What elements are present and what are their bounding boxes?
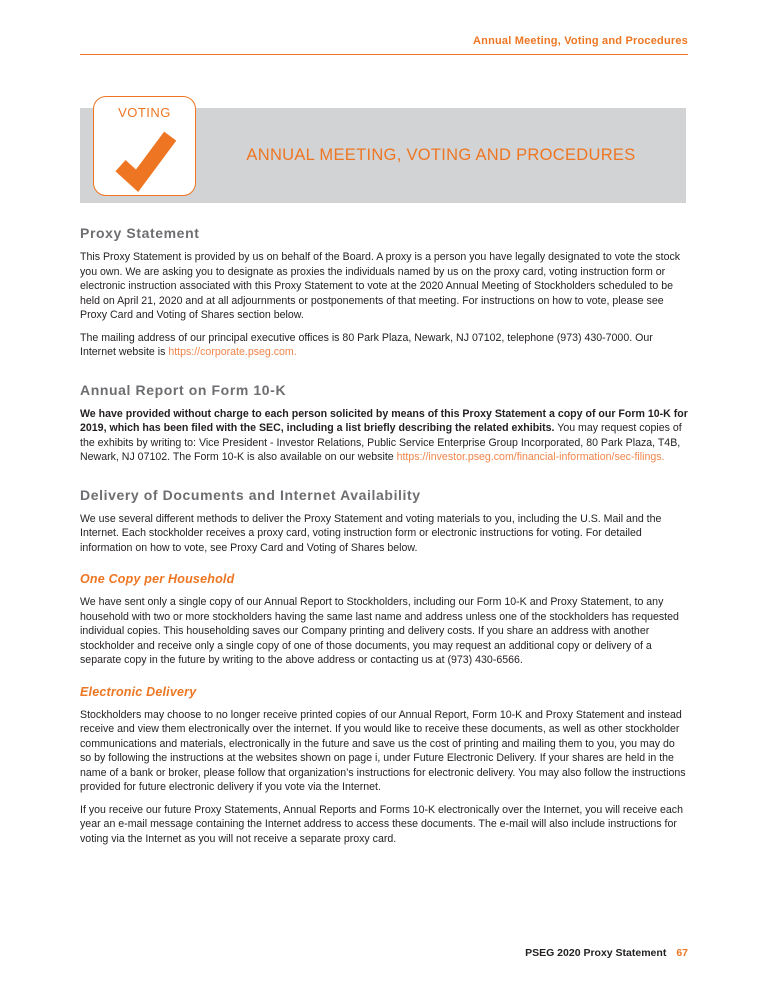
voting-badge-label: VOTING	[118, 105, 171, 120]
text-segment: The mailing address of our principal executive offices is 80 Park Plaza, Newark, NJ 07102, telephone (973) 430-7000. Our Internet website is	[80, 331, 653, 358]
hyperlink[interactable]: https://corporate.pseg.com.	[168, 346, 297, 358]
paragraph-annual-report-1	[80, 407, 688, 465]
paragraph-delivery-1: We use several different methods to deliver the Proxy Statement and voting materials to you, including the U.S. Mail and the Internet. Each stockholder receives a proxy card, voting instruction form or electronic instructions for voting. For detailed information on how to vote, see Proxy Card and Voting of Shares below.	[80, 512, 662, 554]
voting-badge	[93, 96, 196, 196]
page-content	[0, 31, 768, 846]
hyperlink[interactable]: https://investor.pseg.com/financial-information/sec-filings.	[396, 451, 665, 463]
banner-title: ANNUAL MEETING, VOTING AND PROCEDURES	[246, 146, 636, 164]
footer-label: PSEG 2020 Proxy Statement	[525, 947, 667, 959]
running-header-title: Annual Meeting, Voting and Procedures	[473, 35, 688, 47]
section-heading-annual-report: Annual Report on Form 10-K	[80, 381, 287, 398]
section-delivery	[80, 487, 688, 847]
checkmark-icon	[109, 122, 181, 197]
sub-heading-one-copy-per-household: One Copy per Household	[80, 572, 235, 586]
paragraph-electronic-delivery-2: If you receive our future Proxy Statements, Annual Reports and Forms 10-K electronically over the Internet, you will receive each year an e-mail message containing the Internet address to access these documents. The e-mail will also include instructions for voting via the Internet as you will not receive a separate proxy card.	[80, 803, 683, 845]
section-proxy-statement	[80, 225, 688, 360]
text-segment: You may request copies of the exhibits by writing to: Vice President - Investor Relations, Public Service Enterprise Group Incorporated, 80 Park Plaza, T4B, Newark, NJ 07102. The Form 10-K is also available on our website	[80, 422, 682, 463]
paragraph-proxy-statement-2	[80, 331, 688, 360]
paragraph-proxy-statement-1: This Proxy Statement is provided by us on behalf of the Board. A proxy is a person you have legally designated to vote the stock you own. We are asking you to designate as proxies the individuals named by us on the proxy card, voting instruction form or electronic instruction associated with this Proxy Statement to vote at the 2020 Annual Meeting of Stockholders scheduled to be held on April 21, 2020 and at all adjournments or postponements of that meeting. For instructions on how to vote, please see Proxy Card and Voting of Shares section below.	[80, 251, 681, 321]
page-footer	[525, 947, 688, 959]
paragraph-one-copy-1: We have sent only a single copy of our Annual Report to Stockholders, including our Form 10-K and Proxy Statement, to any household with two or more stockholders having the same last name and address unless one of the stockholders has requested individual copies. This householding saves our Company printing and delivery costs. If you share an address with another stockholder and receive only a single copy of one of those documents, you may request an additional copy or delivery of a separate copy in the future by writing to the above address or contacting us at (973) 430-6566.	[80, 596, 679, 666]
text-segment: We have provided without charge to each person solicited by means of this Proxy Statement a copy of our Form 10-K for 2019, which has been filed with the SEC, including a list briefly describing the related exhibits.	[80, 407, 688, 434]
running-header	[80, 31, 688, 55]
page-number: 67	[676, 947, 688, 959]
section-heading-proxy-statement: Proxy Statement	[80, 225, 200, 241]
section-annual-report	[80, 382, 688, 465]
section-banner	[80, 96, 688, 203]
paragraph-electronic-delivery-1: Stockholders may choose to no longer receive printed copies of our Annual Report, Form 10-K and Proxy Statement and instead receive and view them electronically over the internet. If you would like to receive these documents, as well as other stockholder communications and materials, electronically in the future and save us the cost of printing and mailing them to you, you may do so by following the instructions at the websites shown on page i, under Future Electronic Delivery. If your shares are held in the name of a bank or broker, please follow that organization’s instructions for electronic delivery. You may also follow the instructions provided for future electronic delivery if you vote via the Internet.	[80, 708, 686, 793]
section-heading-delivery: Delivery of Documents and Internet Availability	[80, 486, 421, 503]
sub-heading-electronic-delivery: Electronic Delivery	[80, 684, 197, 699]
